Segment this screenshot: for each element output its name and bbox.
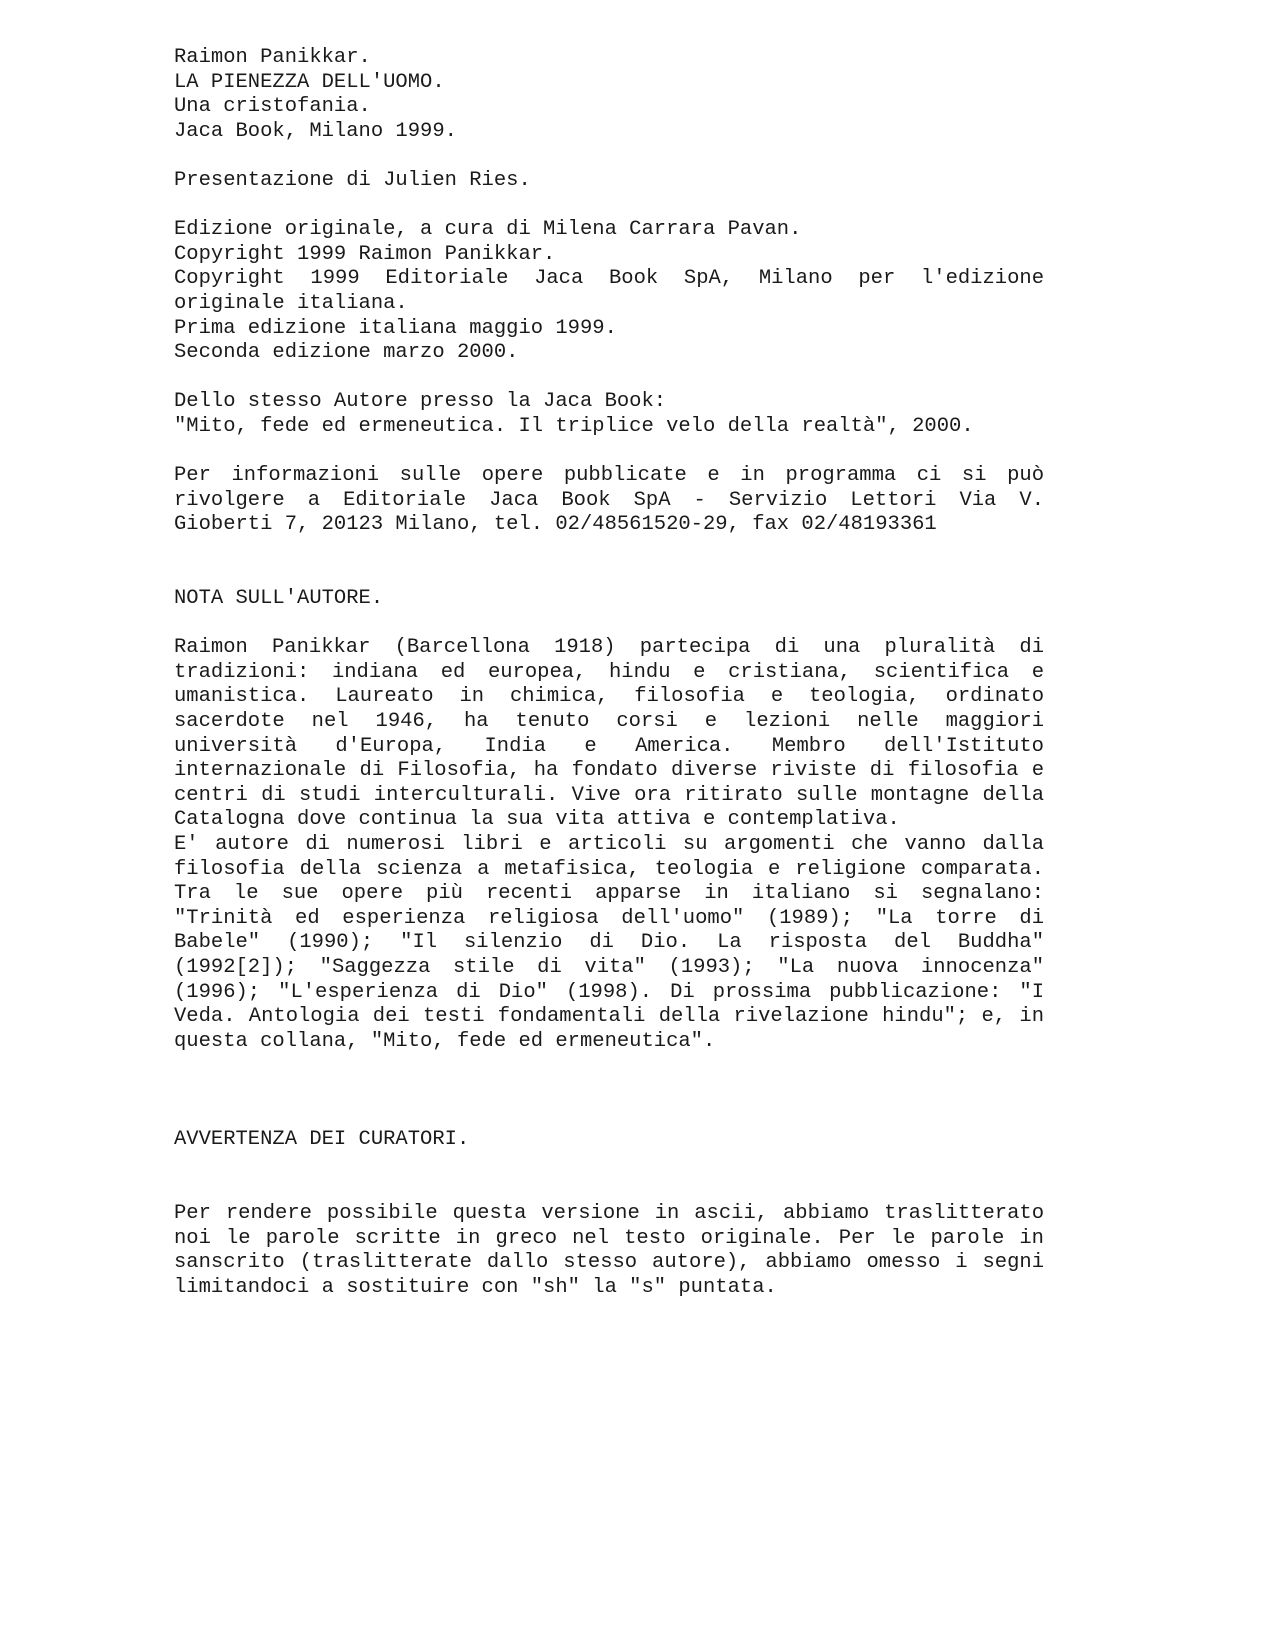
nota-line: questa collana, "Mito, fede ed ermeneutica". [174, 1029, 716, 1053]
nota-line: (1996); "L'esperienza di Dio" (1998). Di prossima pubblicazione: "I [174, 980, 1044, 1004]
copyright-publisher-line: Copyright 1999 Editoriale Jaca Book SpA, Milano per l'edizione [174, 267, 1044, 291]
publisher-line: Jaca Book, Milano 1999. [174, 119, 457, 143]
nota-line: Veda. Antologia dei testi fondamentali della rivelazione hindu"; e, in [174, 1005, 1044, 1029]
copyright-publisher-line-cont: originale italiana. [174, 291, 408, 315]
document-page [174, 46, 1044, 1300]
book-header [174, 46, 1044, 144]
nota-line: E' autore di numerosi libri e articoli su argomenti che vanno dalla [174, 833, 1044, 856]
nota-line: filosofia della scienza a metafisica, teologia e religione comparata. [174, 857, 1044, 881]
nota-line: umanistica. Laureato in chimica, filosofia e teologia, ordinato [174, 685, 1044, 709]
edition-line: Edizione originale, a cura di Milena Carrara Pavan. [174, 218, 802, 242]
nota-heading: NOTA SULL'AUTORE. [174, 587, 384, 611]
presentation-line: Presentazione di Julien Ries. [174, 168, 531, 192]
info-block [174, 464, 1044, 538]
nota-paragraph [174, 636, 1044, 1054]
same-author-title: "Mito, fede ed ermeneutica. Il triplice velo della realtà", 2000. [174, 414, 974, 438]
nota-line: (1992[2]); "Saggezza stile di vita" (1993); "La nuova innocenza" [174, 955, 1044, 979]
book-subtitle: Una cristofania. [174, 95, 371, 119]
nota-line: tradizioni: indiana ed europea, hindu e cristiana, scientifica e [174, 660, 1044, 684]
avvertenza-line: limitandoci a sostituire con "sh" la "s" puntata. [174, 1275, 777, 1299]
book-title: LA PIENEZZA DELL'UOMO. [174, 70, 445, 94]
info-line: rivolgere a Editoriale Jaca Book SpA - Servizio Lettori Via V. [174, 488, 1044, 512]
nota-line: centri di studi interculturali. Vive ora ritirato sulle montagne della [174, 783, 1044, 807]
first-edition-line: Prima edizione italiana maggio 1999. [174, 316, 617, 340]
nota-line: Catalogna dove continua la sua vita attiva e contemplativa. [174, 808, 900, 832]
info-line: Per informazioni sulle opere pubblicate e in programma ci si può [174, 464, 1044, 488]
second-edition-line: Seconda edizione marzo 2000. [174, 341, 519, 365]
avvertenza-paragraph [174, 1202, 1044, 1300]
nota-line: internazionale di Filosofia, ha fondato diverse riviste di filosofia e [174, 759, 1044, 783]
nota-line: Raimon Panikkar (Barcellona 1918) partecipa di una pluralità di [174, 636, 1044, 660]
nota-line: Tra le sue opere più recenti apparse in italiano si segnalano: [174, 882, 1044, 906]
nota-line: sacerdote nel 1946, ha tenuto corsi e lezioni nelle maggiori [174, 710, 1044, 734]
author-line: Raimon Panikkar. [174, 46, 371, 69]
same-author-block [174, 390, 1044, 439]
avvertenza-line: Per rendere possibile questa versione in ascii, abbiamo traslitterato [174, 1201, 1044, 1225]
same-author-heading: Dello stesso Autore presso la Jaca Book: [174, 390, 667, 414]
nota-line: "Trinità ed esperienza religiosa dell'uomo" (1989); "La torre di [174, 906, 1044, 930]
nota-line: università d'Europa, India e America. Membro dell'Istituto [174, 734, 1044, 758]
avvertenza-heading: AVVERTENZA DEI CURATORI. [174, 1128, 470, 1152]
info-line: Gioberti 7, 20123 Milano, tel. 02/48561520-29, fax 02/48193361 [174, 513, 937, 537]
copyright-author-line: Copyright 1999 Raimon Panikkar. [174, 242, 556, 266]
avvertenza-line: sanscrito (traslitterate dallo stesso autore), abbiamo omesso i segni [174, 1251, 1044, 1275]
edition-block [174, 218, 1044, 366]
avvertenza-line: noi le parole scritte in greco nel testo originale. Per le parole in [174, 1226, 1044, 1250]
nota-line: Babele" (1990); "Il silenzio di Dio. La risposta del Buddha" [174, 931, 1044, 955]
